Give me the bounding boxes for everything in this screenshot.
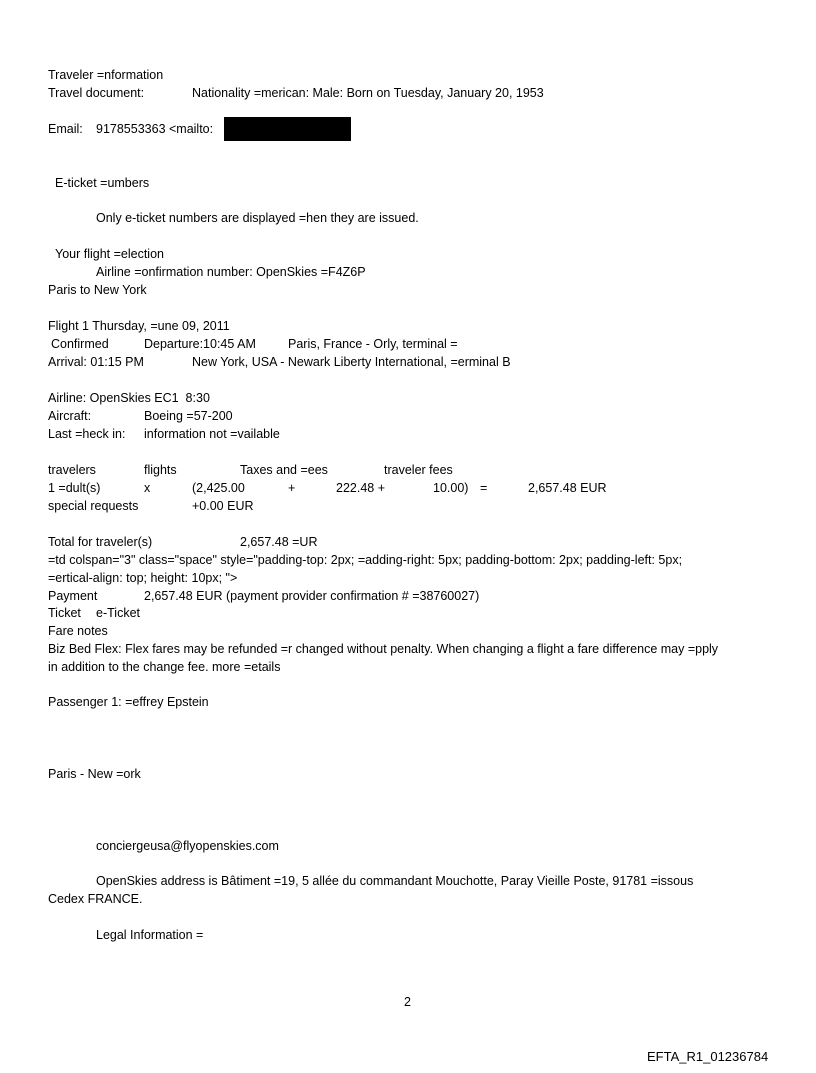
fees-row-traveler-fee: 10.00) — [433, 481, 469, 495]
travel-document-label: Travel document: — [48, 86, 145, 100]
payment-label: Payment — [48, 589, 98, 603]
flight-status: Confirmed — [51, 337, 109, 351]
total-label: Total for traveler(s) — [48, 535, 153, 549]
address-line-1: OpenSkies address is Bâtiment =19, 5 allée du commandant Mouchotte, Paray Vieille Poste, 91781 =issous — [96, 874, 694, 888]
fees-header-traveler-fees: traveler fees — [384, 463, 453, 477]
fees-row-x: x — [144, 481, 151, 495]
fees-row-total: 2,657.48 EUR — [528, 481, 607, 495]
checkin-label: Last =heck in: — [48, 427, 126, 441]
fees-row-fare: (2,425.00 — [192, 481, 245, 495]
fees-row-plus: + — [288, 481, 296, 495]
confirmation-number: Airline =onfirmation number: OpenSkies =F4Z6P — [96, 265, 366, 279]
raw-html-line-2: =ertical-align: top; height: 10px; "> — [48, 571, 238, 585]
ticket-label: Ticket — [48, 606, 81, 620]
email-value: 9178553363 <mailto: — [96, 122, 214, 136]
departure-time: Departure:10:45 AM — [144, 337, 256, 351]
raw-html-line-1: =td colspan="3" class="space" style="padding-top: 2px; =adding-right: 5px; padding-bottom: 2px; padding-left: 5px; — [48, 553, 683, 567]
fees-header-travelers: travelers — [48, 463, 96, 477]
address-line-2: Cedex FRANCE. — [48, 892, 143, 906]
travel-document-value: Nationality =merican: Male: Born on Tuesday, January 20, 1953 — [192, 86, 544, 100]
eticket-note: Only e-ticket numbers are displayed =hen they are issued. — [96, 211, 419, 225]
route: Paris to New York — [48, 283, 147, 297]
fare-notes-heading: Fare notes — [48, 624, 108, 638]
flight-selection-heading: Your flight =election — [55, 247, 164, 261]
aircraft-label: Aircraft: — [48, 409, 92, 423]
arrival-place: New York, USA - Newark Liberty International, =erminal B — [192, 355, 511, 369]
legal-information: Legal Information = — [96, 928, 204, 942]
document-id: EFTA_R1_01236784 — [647, 1049, 769, 1064]
eticket-heading: E-ticket =umbers — [55, 176, 150, 190]
redaction-box — [224, 117, 351, 141]
fare-notes-text-2: in addition to the change fee. more =etails — [48, 660, 281, 674]
traveler-heading: Traveler =nformation — [48, 68, 164, 82]
payment-value: 2,657.48 EUR (payment provider confirmation # =38760027) — [144, 589, 480, 603]
passenger-name: Passenger 1: =effrey Epstein — [48, 695, 209, 709]
fare-notes-text-1: Biz Bed Flex: Flex fares may be refunded =r changed without penalty. When changing a flight a fare difference may =pply — [48, 642, 719, 656]
airline-line: Airline: OpenSkies EC1 8:30 — [48, 391, 210, 405]
fees-header-flights: flights — [144, 463, 177, 477]
special-requests-value: +0.00 EUR — [192, 499, 254, 513]
contact-email: conciergeusa@flyopenskies.com — [96, 839, 279, 853]
aircraft-value: Boeing =57-200 — [144, 409, 233, 423]
fees-row-travelers: 1 =dult(s) — [48, 481, 101, 495]
flight-date: Flight 1 Thursday, =une 09, 2011 — [48, 319, 230, 333]
fees-row-taxes: 222.48 + — [336, 481, 386, 495]
total-value: 2,657.48 =UR — [240, 535, 318, 549]
departure-place: Paris, France - Orly, terminal = — [288, 337, 458, 351]
fees-row-equals: = — [480, 481, 488, 495]
arrival-time: Arrival: 01:15 PM — [48, 355, 144, 369]
special-requests-label: special requests — [48, 499, 139, 513]
fees-header-taxes: Taxes and =ees — [240, 463, 328, 477]
ticket-value: e-Ticket — [96, 606, 140, 620]
route-short: Paris - New =ork — [48, 767, 141, 781]
checkin-value: information not =vailable — [144, 427, 280, 441]
page-number: 2 — [404, 995, 411, 1009]
email-label: Email: — [48, 122, 83, 136]
